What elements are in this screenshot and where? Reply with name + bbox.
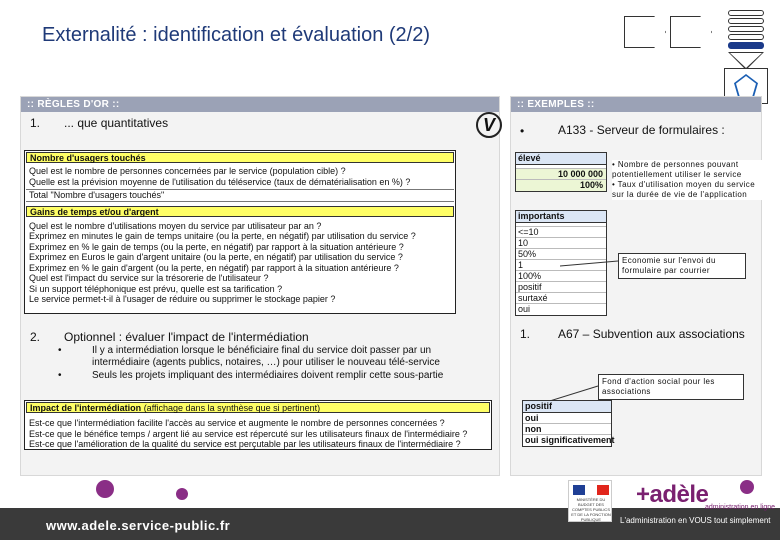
- form-line: Est-ce que le bénéfice temps / argent lié au service est répercuté sur les utilisateurs finaux de l'intermédiaire ?: [29, 428, 468, 439]
- table-row: 100%: [516, 180, 606, 191]
- intermediation-form: [24, 400, 492, 450]
- form-line: Exprimez en % le gain de temps (ou la perte, en négatif) par rapport à la situation antérieure ?: [29, 241, 404, 252]
- table-row: 10: [516, 238, 606, 249]
- form-line: Si un support téléphonique est prévu, quelle est sa tarification ?: [29, 283, 283, 294]
- table-row: oui: [518, 304, 531, 314]
- footer-url-link[interactable]: www.adele.service-public.fr: [46, 518, 231, 533]
- note-users: [612, 160, 762, 200]
- footer-slogan: L'administration en VOUS tout simplement: [620, 516, 771, 525]
- note-line: • Nombre de personnes pouvant potentiellement utiliser le service: [612, 160, 742, 179]
- table-row: 10 000 000: [516, 169, 606, 180]
- form-line: Quel est l'impact du service sur la trésorerie de l'utilisateur ?: [29, 273, 269, 283]
- ex1-title: A133 - Serveur de formulaires :: [558, 123, 725, 137]
- usage-form: [24, 150, 456, 314]
- item1-text: ... que quantitatives: [64, 116, 169, 130]
- note-line: • Taux d'utilisation moyen du service sur la durée de vie de l'application: [612, 180, 756, 199]
- examples-panel-header: :: EXEMPLES ::: [511, 97, 761, 112]
- table-row: <=10: [516, 227, 606, 238]
- table-row: oui: [523, 413, 611, 424]
- table-header: élevé: [516, 153, 606, 165]
- item1-number: 1.: [30, 116, 41, 130]
- splash-decoration: [96, 480, 114, 498]
- arrow-pentagon-icon[interactable]: [624, 16, 666, 48]
- table-row: surtaxé: [516, 293, 606, 304]
- ministry-text: MINISTÈRE DU BUDGET DES COMPTES PUBLICS ET DE LA FONCTION PUBLIQUE: [571, 497, 611, 522]
- splash-decoration: [740, 480, 754, 494]
- section-title-intermediation: Impact de l'intermédiation (affichage dans la synthèse que si pertinent): [26, 402, 490, 413]
- total-line: Total "Nombre d'usagers touchés": [29, 190, 165, 200]
- table-row: oui significativement: [525, 435, 615, 445]
- v-logo-icon: V: [476, 112, 502, 138]
- note-mail: Economie sur l'envoi du formulaire par courrier: [618, 253, 746, 279]
- table-header: positif: [523, 401, 611, 413]
- ex2-title: A67 – Subvention aux associations: [558, 327, 745, 341]
- splash-decoration: [176, 488, 188, 500]
- ex1-bullet: •: [520, 124, 525, 138]
- form-line: Exprimez en % le gain d'argent (ou la perte, en négatif) par rapport à la situation antérieure ?: [29, 262, 399, 273]
- table-row: 50%: [516, 249, 606, 260]
- ministry-logo: [568, 480, 612, 522]
- bullet-dot: •: [58, 370, 62, 381]
- note-association: Fond d'action social pour les associations: [598, 374, 744, 400]
- form-line: Est-ce que l'amélioration de la qualité du service est perçutable par les utilisateurs finaux de l'intermédiaire ?: [29, 439, 461, 449]
- bullet-dot: •: [58, 345, 62, 356]
- table-row: 100%: [516, 271, 606, 282]
- adele-logo: +adèle: [636, 481, 709, 508]
- form-line: Est-ce que l'intermédiation facilite l'accès au service et augmente le nombre de personnes concernées ?: [29, 418, 445, 428]
- form-line: Quel est le nombre de personnes concernées par le service (population cible) ?: [29, 166, 346, 176]
- connector-line: [560, 258, 622, 270]
- table-row: non: [523, 424, 611, 435]
- form-line: Le service permet-t-il à l'usager de réduire ou supprimer le stockage papier ?: [29, 294, 336, 304]
- section-title-gains: Gains de temps et/ou d'argent: [26, 206, 454, 217]
- page-title: Externalité : identification et évaluation (2/2): [42, 24, 430, 46]
- example-table-3: [522, 400, 615, 447]
- item2-number: 2.: [30, 330, 41, 344]
- example-table-1: [515, 152, 607, 192]
- rules-panel-header: :: RÈGLES D'OR ::: [21, 97, 499, 112]
- table-header: importants: [516, 211, 606, 223]
- adele-subtitle: administration en ligne: [705, 504, 776, 511]
- table-row: positif: [516, 282, 606, 293]
- item2-text: Optionnel : évaluer l'impact de l'intermédiation: [64, 330, 309, 344]
- form-line: Exprimez en Euros le gain d'argent unitaire (ou la perte, en négatif) par utilisation du service ?: [29, 252, 403, 262]
- bullet-text: Seuls les projets impliquant des intermédiaires doivent remplir cette sous-partie: [92, 370, 444, 381]
- section-title-users: Nombre d'usagers touchés: [26, 152, 454, 163]
- bullet-text: Il y a intermédiation lorsque le bénéficiaire final du service doit passer par un intermédiaire (agents publics, notaires, …) pour utiliser le nouveau télé-service: [92, 345, 440, 368]
- form-line: Quel est le nombre d'utilisations moyen du service par utilisateur par an ?: [29, 220, 322, 231]
- table-row: 1: [516, 260, 606, 271]
- bar-stack-icon[interactable]: [728, 10, 764, 51]
- form-line: Quelle est la prévision moyenne de l'utilisation du téléservice (taux de dématérialisation en %) ?: [29, 176, 411, 187]
- arrow-pentagon-icon[interactable]: [670, 16, 712, 48]
- ex2-number: 1.: [520, 327, 531, 341]
- form-line: Exprimez en minutes le gain de temps unitaire (ou la perte, en négatif) par utilisation du service ?: [29, 231, 416, 241]
